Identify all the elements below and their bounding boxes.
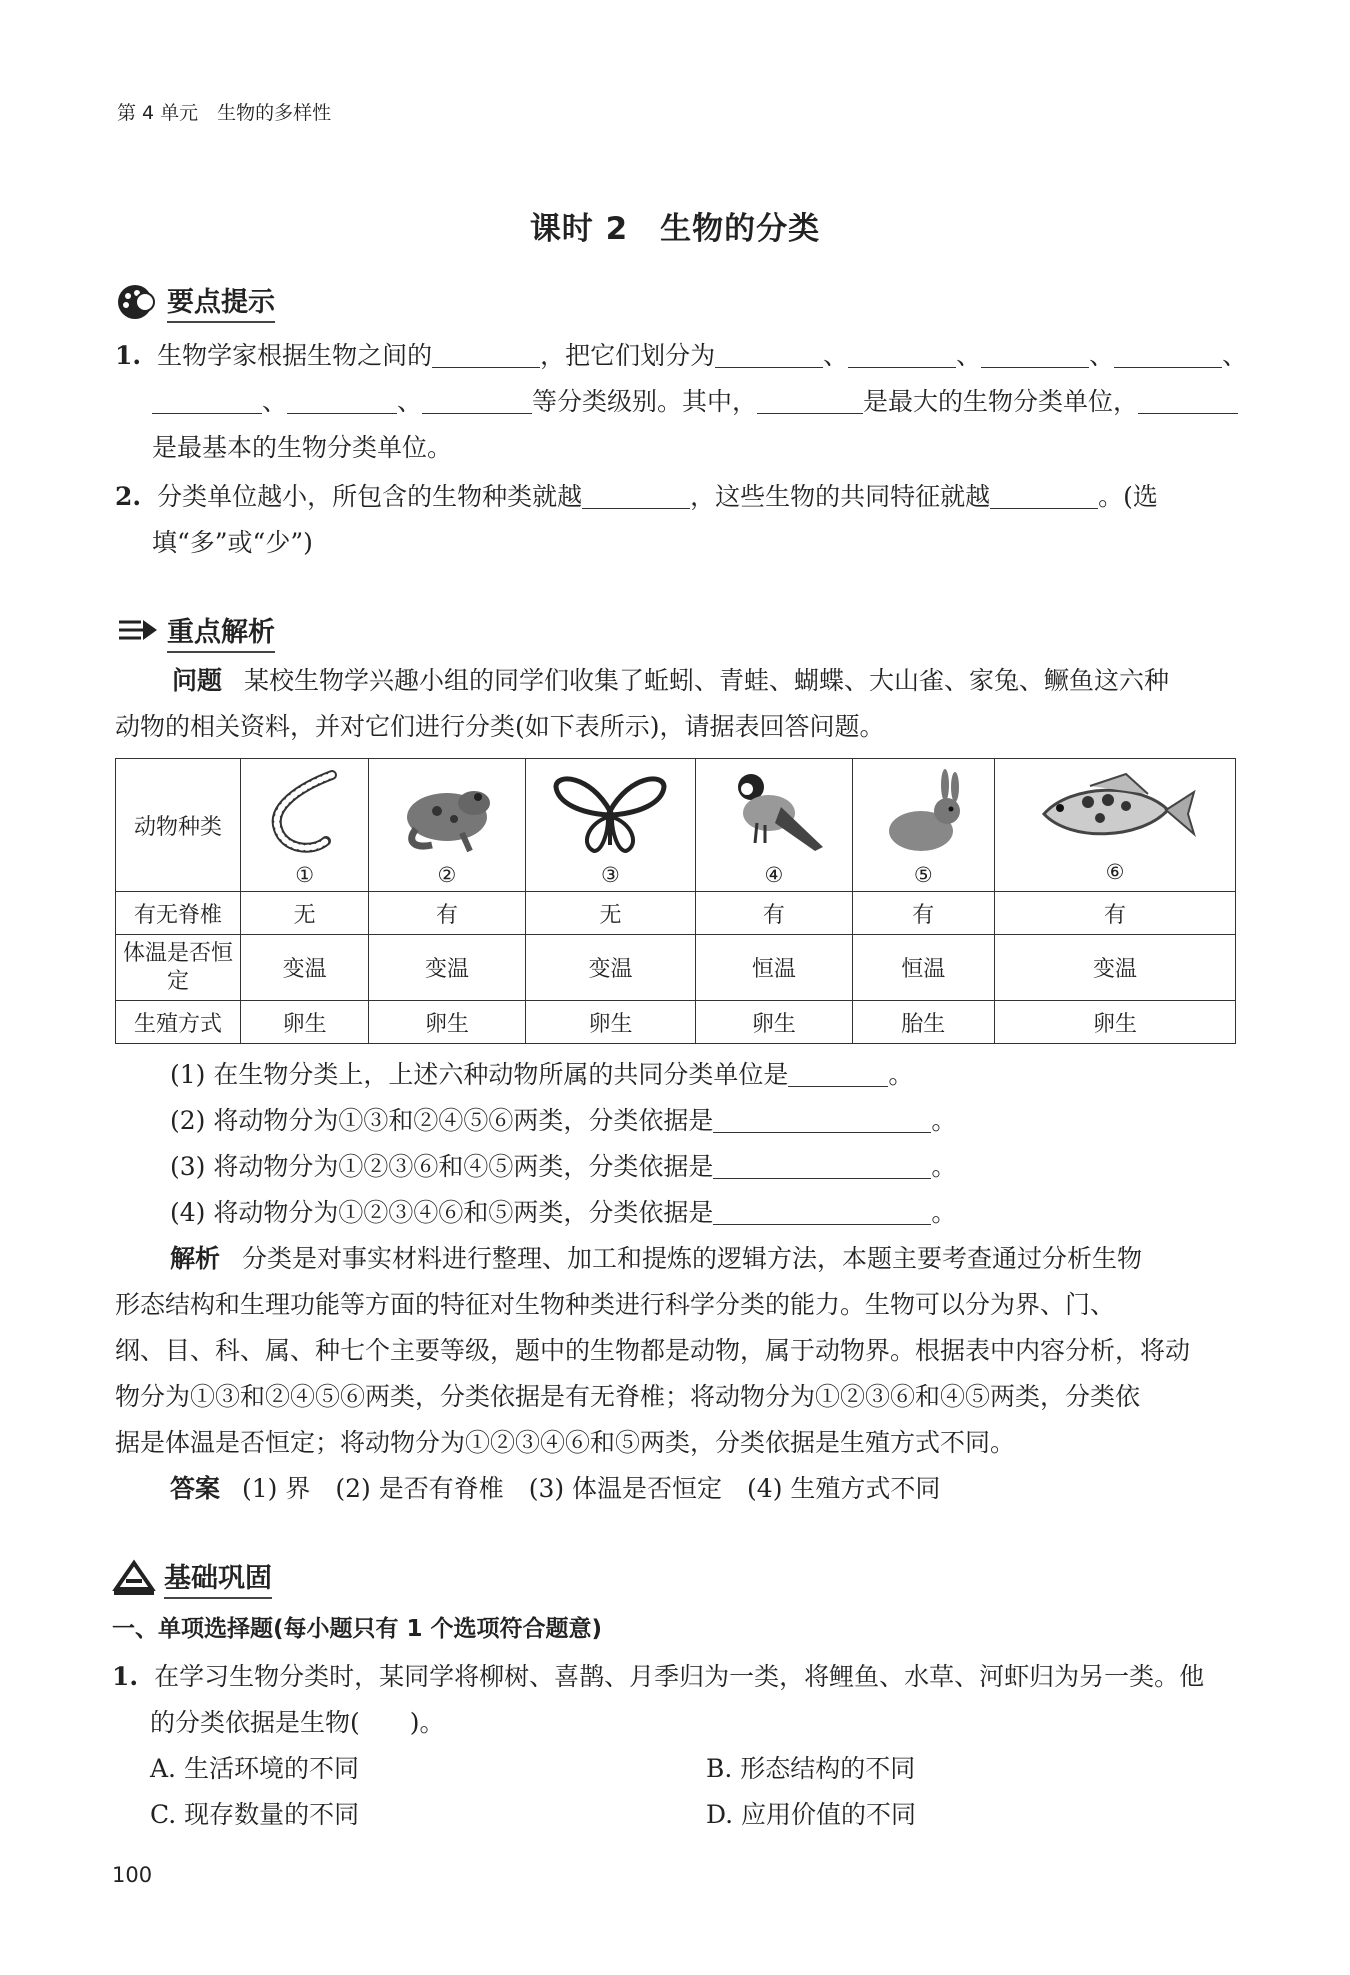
text: (4) 将动物分为①②③④⑥和⑤两类，分类依据是 xyxy=(170,1198,714,1227)
text: 等分类级别。其中， xyxy=(532,387,758,416)
table-cell: 变温 xyxy=(525,935,696,1001)
text: ，这些生物的共同特征就越 xyxy=(690,482,991,511)
page-number: 100 xyxy=(112,1863,153,1887)
answer-blank[interactable] xyxy=(432,341,540,368)
text: 。 xyxy=(931,1152,957,1181)
table-cell: 卵生 xyxy=(525,1001,696,1044)
choice-section-heading: 一、单项选择题(每小题只有 1 个选项符合题意) xyxy=(112,1616,603,1642)
text: ，把它们划分为 xyxy=(540,341,716,370)
question-number: 1. xyxy=(115,341,142,370)
sub-question-1 xyxy=(170,1052,913,1098)
butterfly-icon xyxy=(550,767,670,863)
rabbit-icon xyxy=(873,767,973,863)
text: 是最大的生物分类单位， xyxy=(863,387,1139,416)
analysis-line5: 据是体温是否恒定；将动物分为①②③④⑥和⑤两类，分类依据是生殖方式不同。 xyxy=(115,1428,1016,1457)
table-cell: 变温 xyxy=(994,935,1235,1001)
table-row xyxy=(116,759,1236,892)
key-point-q1-line2 xyxy=(152,379,1238,425)
lesson-title: 课时 2 生物的分类 xyxy=(529,211,821,247)
animal-cell-1 xyxy=(241,759,369,892)
table-cell: 恒温 xyxy=(696,935,852,1001)
separator: 、 xyxy=(397,387,423,416)
animal-number: ⑤ xyxy=(913,863,933,887)
section-basic xyxy=(112,1556,272,1599)
section-basic-label: 基础巩固 xyxy=(164,1556,272,1599)
option-a[interactable]: A. 生活环境的不同 xyxy=(150,1754,359,1783)
text: 。 xyxy=(931,1198,957,1227)
option-b[interactable]: B. 形态结构的不同 xyxy=(706,1754,916,1783)
animal-number: ③ xyxy=(601,863,620,887)
analysis-line3: 纲、目、科、属、种七个主要等级，题中的生物都是动物，属于动物界。根据表中内容分析，将动 xyxy=(115,1336,1191,1365)
option-c[interactable]: C. 现存数量的不同 xyxy=(150,1800,360,1829)
analysis-line2: 形态结构和生理功能等方面的特征对生物种类进行科学分类的能力。生物可以分为界、门、 xyxy=(115,1290,1116,1319)
animal-number: ② xyxy=(437,863,457,887)
running-header: 第 4 单元 生物的多样性 xyxy=(117,102,332,124)
answer-blank[interactable] xyxy=(1138,387,1238,414)
text: 分类是对事实材料进行整理、加工和提炼的逻辑方法，本题主要考查通过分析生物 xyxy=(241,1244,1142,1273)
animal-cell-5 xyxy=(852,759,994,892)
table-cell: 有 xyxy=(696,892,852,935)
problem-label: 问题 xyxy=(172,666,223,695)
table-row xyxy=(116,935,1236,1001)
analysis-icon xyxy=(115,614,159,650)
animal-number: ⑥ xyxy=(1105,860,1125,884)
basic-icon xyxy=(112,1559,156,1597)
table-cell: 无 xyxy=(525,892,696,935)
table-cell: 无 xyxy=(241,892,369,935)
text: 某校生物学兴趣小组的同学们收集了蚯蚓、青蛙、蝴蝶、大山雀、家兔、鳜鱼这六种 xyxy=(243,666,1169,695)
answer-blank[interactable] xyxy=(757,387,863,414)
table-cell: 恒温 xyxy=(852,935,994,1001)
text: 。 xyxy=(888,1060,914,1089)
table-cell: 变温 xyxy=(241,935,369,1001)
answer-blank[interactable] xyxy=(1114,341,1222,368)
text: 生物学家根据生物之间的 xyxy=(157,341,433,370)
table-cell: 变温 xyxy=(369,935,525,1001)
problem-line1 xyxy=(172,658,1169,704)
separator: 、 xyxy=(1089,341,1115,370)
section-key-points xyxy=(115,280,275,323)
answer-blank[interactable] xyxy=(582,482,690,509)
key-point-q2-line1 xyxy=(115,474,1158,520)
question-number: 2. xyxy=(115,482,142,511)
separator: 、 xyxy=(262,387,288,416)
analysis-label: 解析 xyxy=(170,1244,221,1273)
table-row xyxy=(116,892,1236,935)
key-point-q1-line3: 是最基本的生物分类单位。 xyxy=(152,433,453,462)
answer-blank[interactable] xyxy=(713,1152,931,1179)
answer-line xyxy=(170,1466,940,1512)
option-d[interactable]: D. 应用价值的不同 xyxy=(706,1800,917,1829)
answer-blank[interactable] xyxy=(287,387,397,414)
choice-q1-line1 xyxy=(112,1654,1204,1700)
animal-cell-6 xyxy=(994,759,1235,892)
answer-blank[interactable] xyxy=(152,387,262,414)
sub-question-2 xyxy=(170,1098,956,1144)
key-points-icon xyxy=(115,282,159,322)
answer-blank[interactable] xyxy=(715,341,823,368)
section-key-points-label: 要点提示 xyxy=(167,280,275,323)
text: (2) 将动物分为①③和②④⑤⑥两类，分类依据是 xyxy=(170,1106,714,1135)
table-cell: 卵生 xyxy=(994,1001,1235,1044)
text: 分类单位越小，所包含的生物种类就越 xyxy=(157,482,583,511)
table-cell: 卵生 xyxy=(696,1001,852,1044)
table-cell: 卵生 xyxy=(369,1001,525,1044)
answer-blank[interactable] xyxy=(788,1060,888,1087)
earthworm-icon xyxy=(260,767,350,863)
separator: 、 xyxy=(823,341,849,370)
row-header-species: 动物种类 xyxy=(116,759,241,892)
separator: 、 xyxy=(956,341,982,370)
bird-icon xyxy=(719,767,829,863)
animal-table xyxy=(115,758,1236,1044)
animal-number: ④ xyxy=(764,863,784,887)
section-analysis xyxy=(115,610,275,653)
answer-blank[interactable] xyxy=(990,482,1098,509)
table-cell: 胎生 xyxy=(852,1001,994,1044)
table-row xyxy=(116,1001,1236,1044)
analysis-line4: 物分为①③和②④⑤⑥两类，分类依据是有无脊椎；将动物分为①②③⑥和④⑤两类，分类依 xyxy=(115,1382,1141,1411)
table-cell: 有 xyxy=(852,892,994,935)
question-number: 1. xyxy=(112,1662,139,1691)
analysis-line1 xyxy=(170,1236,1142,1282)
row-header-temperature: 体温是否恒定 xyxy=(116,935,241,1001)
text: (3) 将动物分为①②③⑥和④⑤两类，分类依据是 xyxy=(170,1152,714,1181)
answer-label: 答案 xyxy=(170,1474,221,1503)
frog-icon xyxy=(392,767,502,863)
answer-blank[interactable] xyxy=(848,341,956,368)
answer-blank[interactable] xyxy=(981,341,1089,368)
sub-question-4 xyxy=(170,1190,956,1236)
answer-text: (1) 界 (2) 是否有脊椎 (3) 体温是否恒定 (4) 生殖方式不同 xyxy=(241,1474,941,1503)
animal-cell-4 xyxy=(696,759,852,892)
key-point-q2-line2: 填“多”或“少”) xyxy=(152,528,313,557)
table-cell: 卵生 xyxy=(241,1001,369,1044)
separator: 、 xyxy=(1222,341,1248,370)
table-cell: 有 xyxy=(369,892,525,935)
sub-question-3 xyxy=(170,1144,956,1190)
row-header-spine: 有无脊椎 xyxy=(116,892,241,935)
problem-line2: 动物的相关资料，并对它们进行分类(如下表所示)，请据表回答问题。 xyxy=(115,712,885,741)
section-analysis-label: 重点解析 xyxy=(167,610,275,653)
answer-blank[interactable] xyxy=(422,387,532,414)
animal-cell-3 xyxy=(525,759,696,892)
animal-cell-2 xyxy=(369,759,525,892)
text: 。(选 xyxy=(1098,482,1158,511)
fish-icon xyxy=(1030,770,1200,860)
choice-q1-line2: 的分类依据是生物( )。 xyxy=(150,1708,445,1737)
answer-blank[interactable] xyxy=(713,1198,931,1225)
text: (1) 在生物分类上，上述六种动物所属的共同分类单位是 xyxy=(170,1060,789,1089)
answer-blank[interactable] xyxy=(713,1106,931,1133)
animal-number: ① xyxy=(295,863,315,887)
table-cell: 有 xyxy=(994,892,1235,935)
row-header-reproduction: 生殖方式 xyxy=(116,1001,241,1044)
text: 。 xyxy=(931,1106,957,1135)
text: 在学习生物分类时，某同学将柳树、喜鹊、月季归为一类，将鲤鱼、水草、河虾归为另一类。他 xyxy=(154,1662,1205,1691)
key-point-q1-line1 xyxy=(115,333,1247,379)
